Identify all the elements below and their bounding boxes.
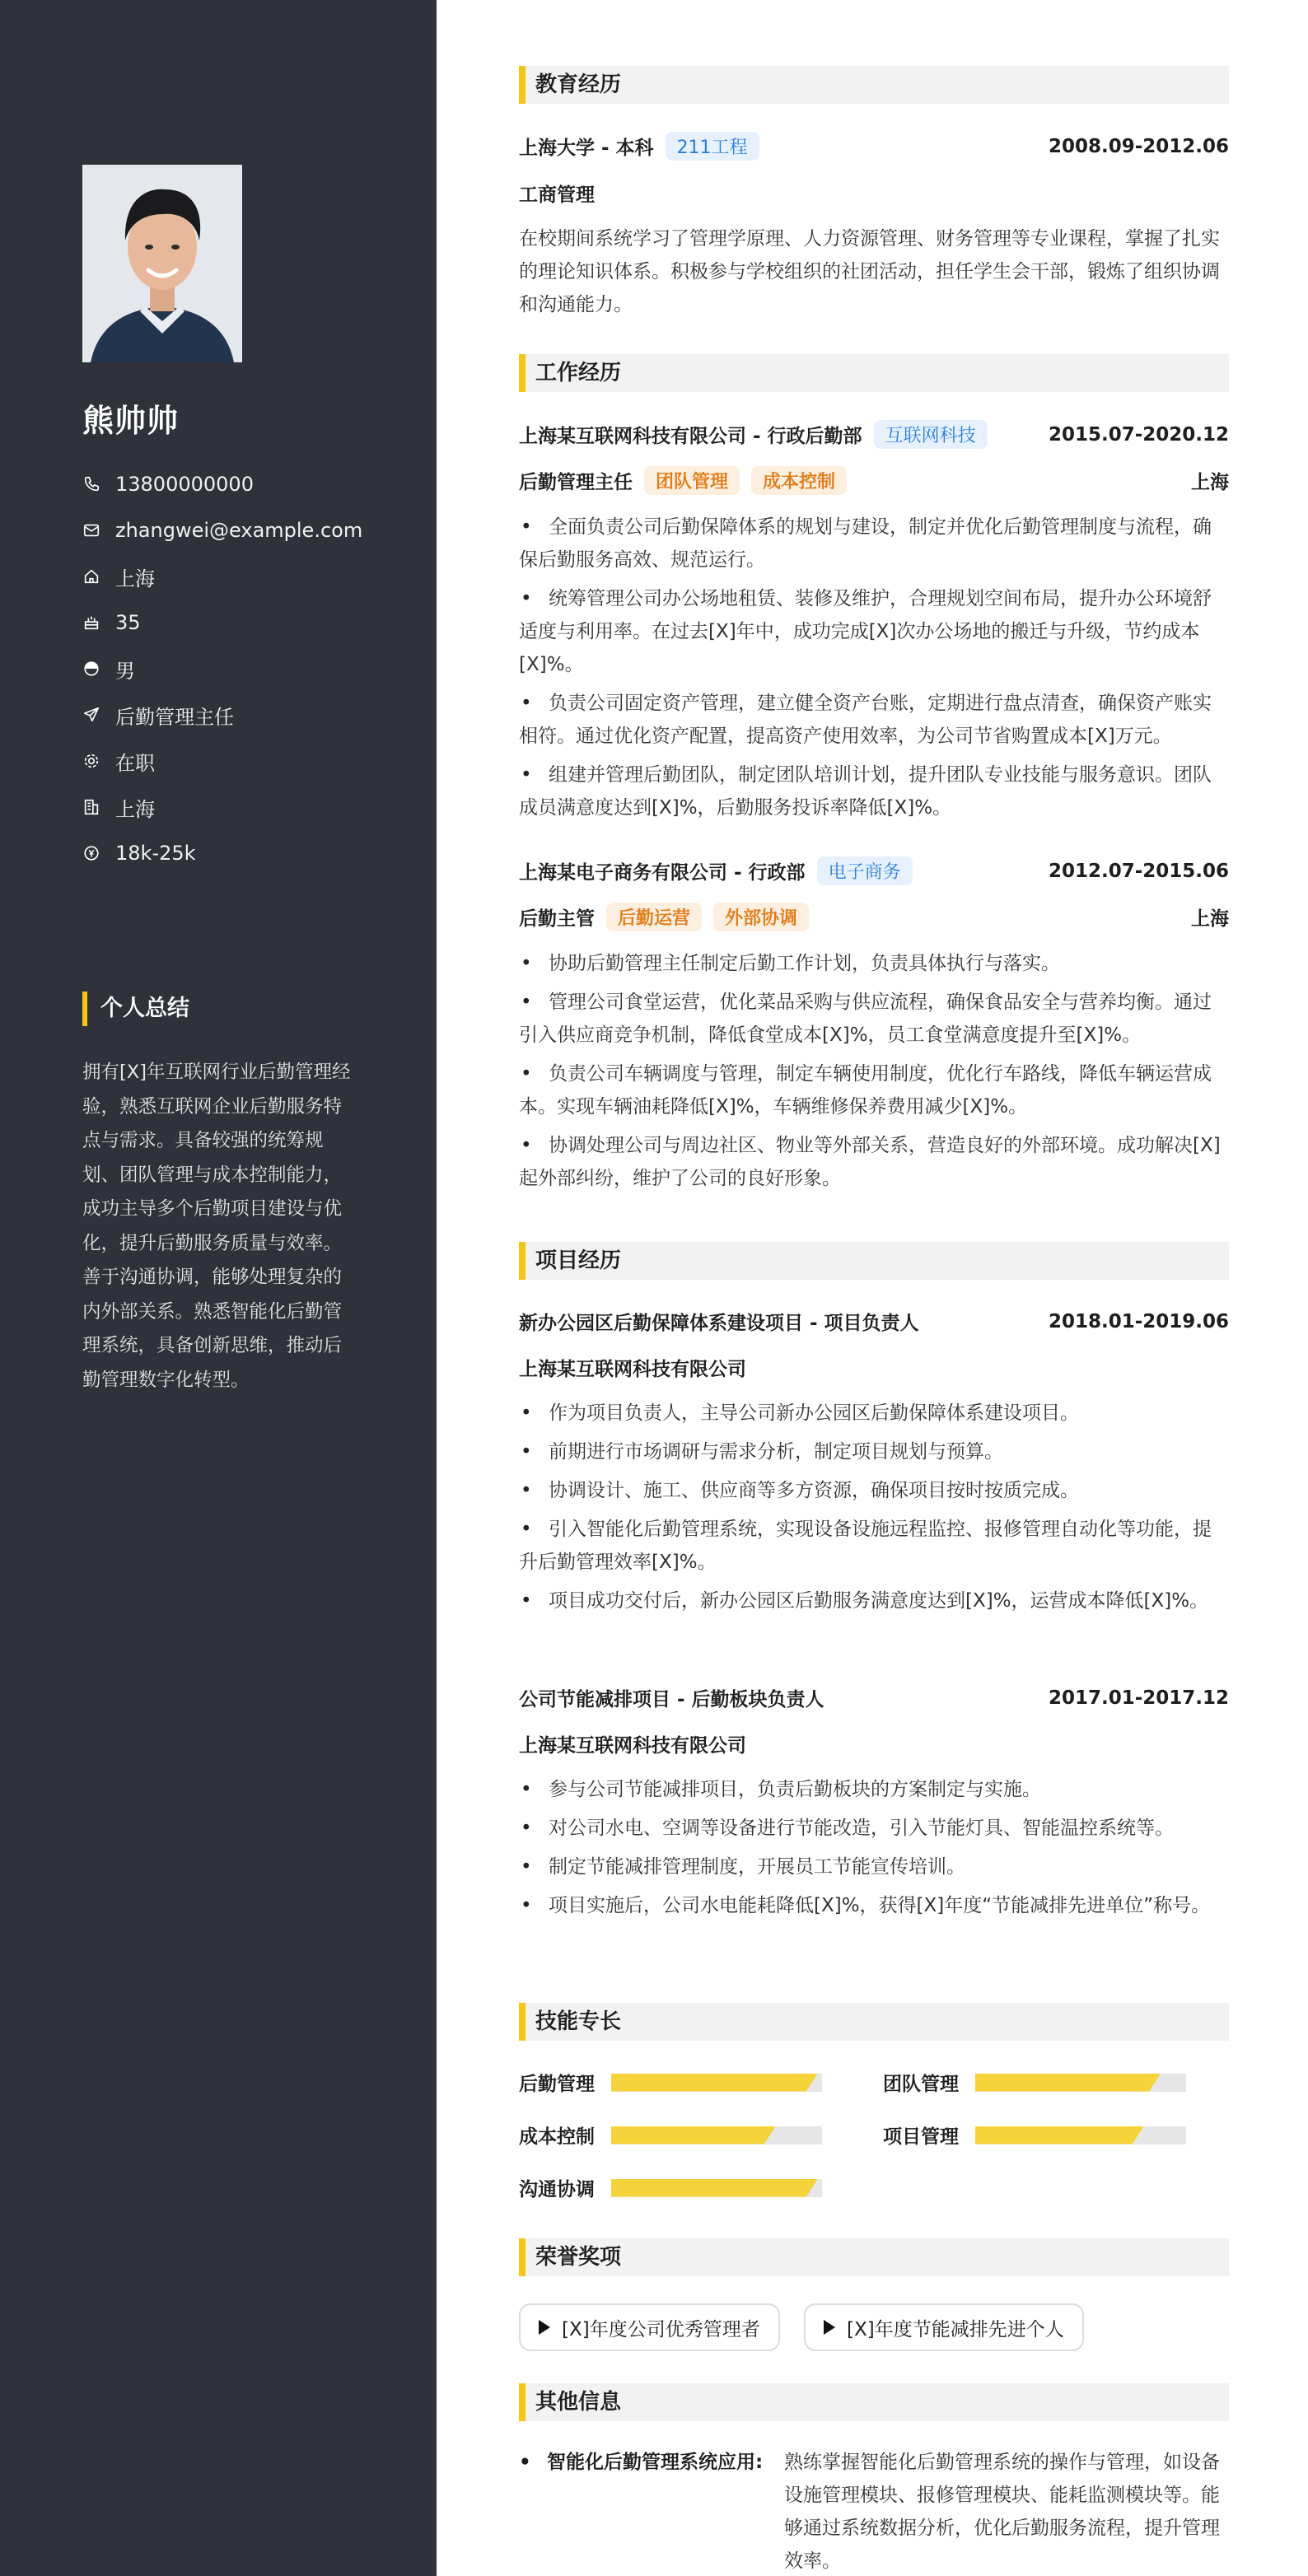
- job-2-role-row: [519, 903, 1229, 931]
- job-1-role: 后勤管理主任: [519, 472, 633, 493]
- project-2-company: 上海某互联网科技有限公司: [519, 1735, 746, 1757]
- summary-text: 拥有[X]年互联网行业后勤管理经验，熟悉互联网企业后勤服务特点与需求。具备较强的统筹规划、团队管理与成本控制能力，成功主导多个后勤项目建设与优化，提升后勤服务质量与效率。善于沟通协调，能够处理复杂的内外部关系。熟悉智能化后勤管理系统，具备创新思维，推动后勤管理数字化转型。: [82, 1062, 351, 1391]
- award-badge: [519, 2303, 780, 2351]
- job-2-company: 上海某电子商务有限公司 - 行政部: [519, 862, 806, 884]
- list-item: • 参与公司节能减排项目，负责后勤板块的方案制定与实施。: [519, 1773, 1229, 1806]
- skill-name: 团队管理: [883, 2074, 959, 2095]
- skill-item: [519, 2121, 822, 2149]
- job-1-period: 2015.07-2020.12: [1048, 423, 1229, 446]
- status-text: 在职: [115, 751, 155, 775]
- cake-icon: [82, 614, 100, 632]
- salary-row: [82, 830, 362, 876]
- location-row: [82, 553, 362, 600]
- skill-bar-fill: [975, 2126, 1144, 2144]
- skill-name: 后勤管理: [519, 2074, 595, 2095]
- mail-icon: [82, 521, 100, 539]
- job-2-header: [519, 856, 1229, 885]
- list-item: • 协助后勤管理主任制定后勤工作计划，负责具体执行与落实。: [519, 947, 1229, 980]
- list-item: • 前期进行市场调研与需求分析，制定项目规划与预算。: [519, 1435, 1229, 1468]
- city-row: [82, 784, 362, 830]
- project-1-name: 新办公园区后勤保障体系建设项目 - 项目负责人: [519, 1313, 919, 1334]
- project-1-bullets: [519, 1397, 1229, 1623]
- list-item: • 协调处理公司与周边社区、物业等外部关系，营造良好的外部环境。成功解决[X]起外部纠纷，维护了公司的良好形象。: [519, 1129, 1229, 1195]
- project-2-company-row: [519, 1730, 1229, 1757]
- skills-section-title: 技能专长: [519, 2003, 1229, 2041]
- skill-bar-fill: [611, 2179, 818, 2197]
- other-section-title: 其他信息: [519, 2383, 1229, 2421]
- other-info-key: • 智能化后勤管理系统应用:: [519, 2446, 784, 2576]
- project-2-period: 2017.01-2017.12: [1048, 1687, 1229, 1709]
- projects-section-title: 项目经历: [519, 1242, 1229, 1280]
- gear-icon: [82, 752, 100, 770]
- award-text: [X]年度节能减排先进个人: [847, 2318, 1064, 2340]
- play-icon: [824, 2320, 835, 2335]
- school-name: 上海大学 - 本科: [519, 138, 654, 159]
- profile-photo: [82, 165, 242, 362]
- job-2-period: 2012.07-2015.06: [1048, 860, 1229, 882]
- project-1-company-row: [519, 1354, 1229, 1381]
- job-2-tag-2: 外部协调: [713, 903, 809, 931]
- profile-photo-image: [82, 165, 242, 362]
- job-1-bullets: [519, 511, 1229, 830]
- job-1-city: 上海: [1191, 472, 1229, 493]
- skill-name: 项目管理: [883, 2126, 959, 2148]
- list-item: • 协调设计、施工、供应商等多方资源，确保项目按时按质完成。: [519, 1474, 1229, 1507]
- job-1-header: [519, 420, 1229, 449]
- play-icon: [539, 2320, 550, 2335]
- email-row: [82, 507, 362, 553]
- list-item: • 作为项目负责人，主导公司新办公园区后勤保障体系建设项目。: [519, 1397, 1229, 1430]
- candidate-name: 熊帅帅: [82, 403, 180, 439]
- skill-bar: [975, 2126, 1186, 2144]
- skill-bar-fill: [975, 2074, 1161, 2092]
- project-2-name: 公司节能减排项目 - 后勤板块负责人: [519, 1689, 825, 1710]
- phone-icon: [82, 475, 100, 493]
- email-text: zhangwei@example.com: [115, 519, 363, 542]
- skill-name: 沟通协调: [519, 2179, 595, 2200]
- salary-text: 18k-25k: [115, 842, 196, 865]
- major-name: 工商管理: [519, 184, 595, 206]
- position-row: [82, 692, 362, 738]
- contact-info-list: [82, 461, 362, 876]
- send-icon: [82, 706, 100, 724]
- project-2-header: [519, 1684, 1229, 1711]
- job-1-tag-2: 成本控制: [751, 466, 847, 495]
- list-item: • 引入智能化后勤管理系统，实现设备设施远程监控、报修管理自动化等功能，提升后勤管理效率[X]%。: [519, 1513, 1229, 1579]
- gender-row: [82, 646, 362, 692]
- skill-bar: [975, 2074, 1186, 2092]
- skill-bar: [611, 2074, 822, 2092]
- awards-section-title: 荣誉奖项: [519, 2238, 1229, 2276]
- skill-item: [519, 2069, 822, 2096]
- list-item: • 对公司水电、空调等设备进行节能改造，引入节能灯具、智能温控系统等。: [519, 1812, 1229, 1845]
- major-row: [519, 180, 1229, 207]
- list-item: • 项目成功交付后，新办公园区后勤服务满意度达到[X]%，运营成本降低[X]%。: [519, 1584, 1229, 1617]
- skill-bar-fill: [611, 2126, 776, 2144]
- phone-text: 13800000000: [115, 473, 254, 496]
- job-2-city: 上海: [1191, 908, 1229, 930]
- age-text: 35: [115, 611, 141, 634]
- summary-title: 个人总结: [82, 992, 189, 1026]
- project-1-company: 上海某互联网科技有限公司: [519, 1359, 746, 1380]
- skill-bar: [611, 2126, 822, 2144]
- list-item: • 负责公司固定资产管理，建立健全资产台账，定期进行盘点清查，确保资产账实相符。通过优化资产配置，提高资产使用效率，为公司节省购置成本[X]万元。: [519, 687, 1229, 753]
- sidebar: [0, 0, 437, 2576]
- skill-name: 成本控制: [519, 2126, 595, 2148]
- job-2-bullets: [519, 947, 1229, 1201]
- education-description: 在校期间系统学习了管理学原理、人力资源管理、财务管理等专业课程，掌握了扎实的理论知识体系。积极参与学校组织的社团活动，担任学生会干部，锻炼了组织协调和沟通能力。: [519, 228, 1220, 315]
- job-2-role: 后勤主管: [519, 908, 595, 930]
- job-2-tag-1: 后勤运营: [606, 903, 702, 931]
- project-1-period: 2018.01-2019.06: [1048, 1310, 1229, 1332]
- list-item: • 负责公司车辆调度与管理，制定车辆使用制度，优化行车路线，降低车辆运营成本。实现车辆油耗降低[X]%，车辆维修保养费用减少[X]%。: [519, 1057, 1229, 1123]
- skill-item: [883, 2069, 1186, 2096]
- skill-bar: [611, 2179, 822, 2197]
- job-1-company: 上海某互联网科技有限公司 - 行政后勤部: [519, 426, 862, 447]
- skill-item: [883, 2121, 1186, 2149]
- phone-row: [82, 461, 362, 507]
- position-text: 后勤管理主任: [115, 705, 234, 729]
- job-1-industry-tag: 互联网科技: [874, 420, 988, 449]
- coin-icon: [82, 844, 100, 862]
- school-tag: 211工程: [666, 132, 759, 161]
- job-1-role-row: [519, 466, 1229, 495]
- list-item: • 制定节能减排管理制度，开展员工节能宣传培训。: [519, 1850, 1229, 1883]
- education-section-title: 教育经历: [519, 66, 1229, 104]
- project-2-bullets: [519, 1773, 1229, 1928]
- project-1-header: [519, 1308, 1229, 1335]
- location-text: 上海: [115, 567, 155, 590]
- building-icon: [82, 798, 100, 816]
- gender-icon: [82, 660, 100, 678]
- list-item: • 统筹管理公司办公场地租赁、装修及维护，合理规划空间布局，提升办公环境舒适度与利用率。在过去[X]年中，成功完成[X]次办公场地的搬迁与升级，节约成本[X]%。: [519, 582, 1229, 681]
- gender-text: 男: [115, 659, 135, 683]
- award-text: [X]年度公司优秀管理者: [562, 2318, 760, 2340]
- skill-bar-fill: [611, 2074, 818, 2092]
- city-text: 上海: [115, 797, 155, 821]
- award-badge: [804, 2303, 1084, 2351]
- list-item: • 全面负责公司后勤保障体系的规划与建设，制定并优化后勤管理制度与流程，确保后勤服务高效、规范运行。: [519, 511, 1229, 576]
- list-item: • 项目实施后，公司水电能耗降低[X]%，获得[X]年度“节能减排先进单位”称号。: [519, 1889, 1229, 1922]
- list-item: • 组建并管理后勤团队，制定团队培训计划，提升团队专业技能与服务意识。团队成员满意度达到[X]%，后勤服务投诉率降低[X]%。: [519, 758, 1229, 824]
- job-2-industry-tag: 电子商务: [817, 856, 913, 885]
- status-row: [82, 738, 362, 784]
- skill-item: [519, 2174, 822, 2201]
- age-row: [82, 600, 362, 646]
- work-section-title: 工作经历: [519, 354, 1229, 392]
- home-icon: [82, 567, 100, 586]
- other-info-value: 熟练掌握智能化后勤管理系统的操作与管理，如设备设施管理模块、报修管理模块、能耗监测模块等。能够通过系统数据分析，优化后勤服务流程，提升管理效率。: [784, 2452, 1220, 2572]
- education-header-row: [519, 132, 1229, 161]
- other-info-item: [519, 2446, 1229, 2576]
- job-1-tag-1: 团队管理: [644, 466, 740, 495]
- list-item: • 管理公司食堂运营，优化菜品采购与供应流程，确保食品安全与营养均衡。通过引入供应商竞争机制，降低食堂成本[X]%，员工食堂满意度提升至[X]%。: [519, 986, 1229, 1052]
- education-period: 2008.09-2012.06: [1048, 135, 1229, 157]
